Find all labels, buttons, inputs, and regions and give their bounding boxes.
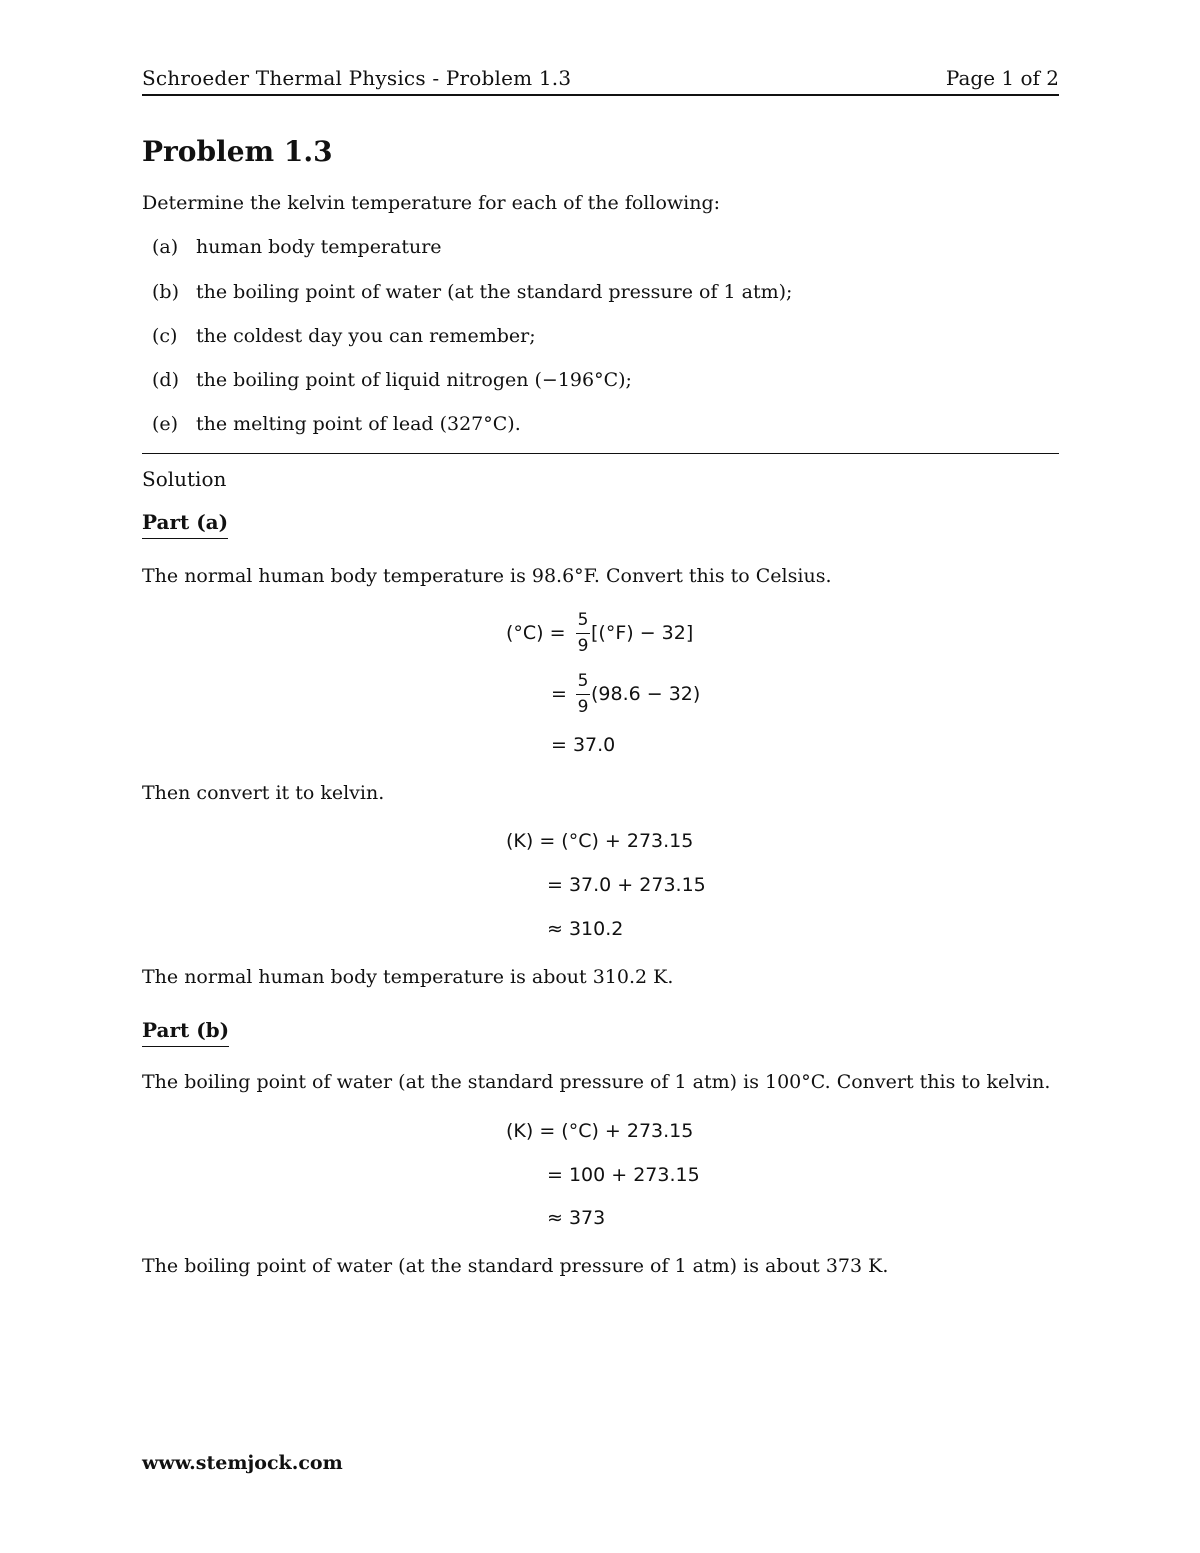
item-label: (e) [152, 413, 179, 435]
part-b-conclusion: The boiling point of water (at the standard pressure of 1 atm) is about 373 K. [142, 1255, 889, 1277]
section-divider [142, 453, 1059, 454]
item-text: the boiling point of water (at the standard pressure of 1 atm); [196, 281, 793, 303]
frac-numerator: 5 [577, 671, 589, 691]
item-label: (a) [152, 236, 179, 258]
header-title: Schroeder Thermal Physics - Problem 1.3 [142, 66, 572, 90]
eq-result: ≈ 310.2 [547, 918, 624, 940]
item-text: the boiling point of liquid nitrogen (−196°C); [196, 369, 632, 391]
eq-line: = 100 + 273.15 [547, 1164, 700, 1186]
item-label: (b) [152, 281, 179, 303]
item-text: the melting point of lead (327°C). [196, 413, 521, 435]
eq-line: = 37.0 + 273.15 [547, 874, 706, 896]
item-label: (c) [152, 325, 178, 347]
problem-intro: Determine the kelvin temperature for each of the following: [142, 192, 721, 214]
fraction-bar [576, 633, 590, 634]
item-text: the coldest day you can remember; [196, 325, 536, 347]
problem-title: Problem 1.3 [142, 135, 333, 168]
page-header [142, 66, 1059, 96]
item-label: (d) [152, 369, 179, 391]
part-a-conclusion: The normal human body temperature is about 310.2 K. [142, 966, 674, 988]
frac-numerator: 5 [577, 610, 589, 630]
frac-denominator: 9 [577, 697, 589, 717]
part-a-intro: The normal human body temperature is 98.6°F. Convert this to Celsius. [142, 565, 832, 587]
eq-line: (K) = (°C) + 273.15 [506, 1120, 694, 1142]
eq-rhs: (98.6 − 32) [591, 683, 701, 705]
item-text: human body temperature [196, 236, 442, 258]
part-b-heading: Part (b) [142, 1018, 229, 1047]
eq-rhs: [(°F) − 32] [591, 622, 694, 644]
footer-url: www.stemjock.com [142, 1452, 343, 1474]
eq-lhs: (°C) = [506, 622, 566, 644]
eq-equals: = [551, 683, 567, 705]
part-a-heading: Part (a) [142, 510, 228, 539]
part-a-then: Then convert it to kelvin. [142, 782, 385, 804]
part-b-intro: The boiling point of water (at the standard pressure of 1 atm) is 100°C. Convert this to kelvin. [142, 1071, 1051, 1093]
solution-label: Solution [142, 467, 227, 491]
eq-result: = 37.0 [551, 734, 616, 756]
eq-line: (K) = (°C) + 273.15 [506, 830, 694, 852]
eq-result: ≈ 373 [547, 1207, 606, 1229]
page-number: Page 1 of 2 [945, 66, 1059, 90]
frac-denominator: 9 [577, 636, 589, 656]
fraction-bar [576, 694, 590, 695]
